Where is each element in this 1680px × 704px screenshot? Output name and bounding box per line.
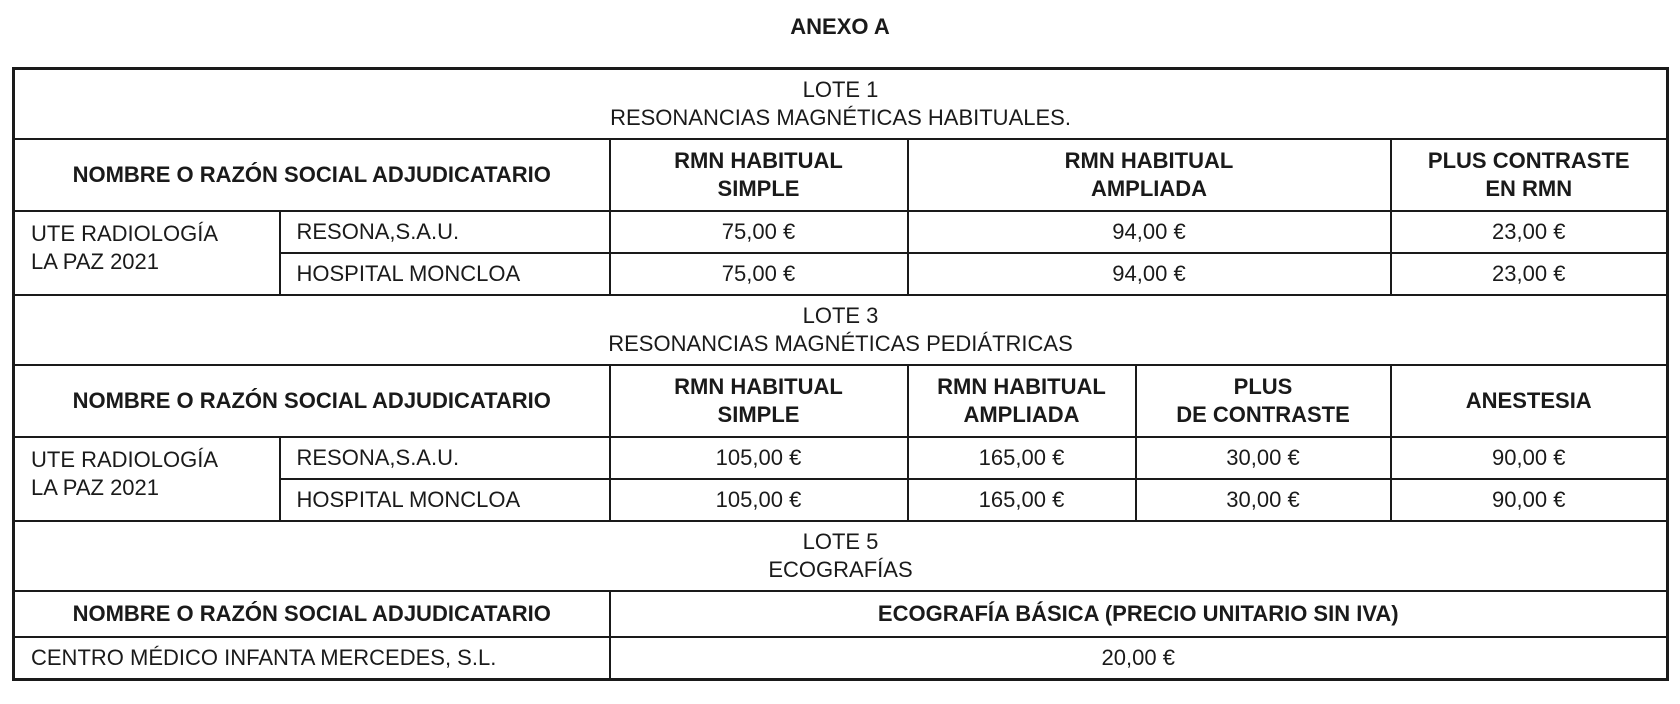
lot-3-adjudicatario [14,437,280,521]
price-cell: 90,00 € [1391,437,1668,479]
lot-5-title-cell [14,521,1668,591]
price-cell: 30,00 € [1136,479,1391,521]
lot-5-header-ecografia: ECOGRAFÍA BÁSICA (PRECIO UNITARIO SIN IVA) [610,591,1668,637]
lot-3-header-plus-contraste [1136,365,1391,437]
price-cell: 105,00 € [610,437,908,479]
lot-3-header-nombre: NOMBRE O RAZÓN SOCIAL ADJUDICATARIO [14,365,610,437]
header-line: AMPLIADA [963,402,1080,427]
annex-table [12,67,1669,681]
table-row [14,437,1668,479]
price-cell: 75,00 € [610,253,908,295]
lot-3-header-anestesia: ANESTESIA [1391,365,1668,437]
price-cell: 165,00 € [908,437,1136,479]
lot-1-description: RESONANCIAS MAGNÉTICAS HABITUALES. [610,105,1071,130]
lot-5-column-header-row [14,591,1668,637]
lot-3-title-cell [14,295,1668,365]
adjudicatario-line: UTE RADIOLOGÍA [31,447,219,472]
lot-3-description: RESONANCIAS MAGNÉTICAS PEDIÁTRICAS [608,331,1073,356]
price-cell: 23,00 € [1391,211,1668,253]
table-row [14,211,1668,253]
header-line: PLUS CONTRASTE [1427,148,1630,173]
company-name: RESONA,S.A.U. [280,437,610,479]
lot-3-number: LOTE 3 [802,303,879,328]
lot-1-header-nombre: NOMBRE O RAZÓN SOCIAL ADJUDICATARIO [14,139,610,211]
lot-1-adjudicatario [14,211,280,295]
lot-5-description: ECOGRAFÍAS [768,557,913,582]
price-cell: 30,00 € [1136,437,1391,479]
company-name: HOSPITAL MONCLOA [280,479,610,521]
header-line: RMN HABITUAL [674,148,843,173]
header-line: DE CONTRASTE [1176,402,1350,427]
lot-5-header-nombre: NOMBRE O RAZÓN SOCIAL ADJUDICATARIO [14,591,610,637]
price-cell: 75,00 € [610,211,908,253]
header-line: PLUS [1233,374,1293,399]
header-line: EN RMN [1485,176,1573,201]
adjudicatario-line: LA PAZ 2021 [31,249,160,274]
lot-1-column-header-row [14,139,1668,211]
price-cell: 94,00 € [908,253,1391,295]
table-row [14,637,1668,680]
lot-1-header-rmn-simple [610,139,908,211]
adjudicatario-line: UTE RADIOLOGÍA [31,221,219,246]
lot-1-title-cell [14,69,1668,140]
lot-3-header-rmn-simple [610,365,908,437]
lot-1-header-rmn-ampliada [908,139,1391,211]
lot-3-header-rmn-ampliada [908,365,1136,437]
lot-1-header-row [14,69,1668,140]
lot-1-number: LOTE 1 [802,77,879,102]
price-cell: 94,00 € [908,211,1391,253]
lot-3-column-header-row [14,365,1668,437]
lot-5-number: LOTE 5 [802,529,879,554]
header-line: RMN HABITUAL [1064,148,1234,173]
header-line: AMPLIADA [1090,176,1208,201]
lot-3-header-row [14,295,1668,365]
adjudicatario-line: LA PAZ 2021 [31,475,160,500]
price-cell: 20,00 € [610,637,1668,680]
header-line: RMN HABITUAL [937,374,1106,399]
company-name: RESONA,S.A.U. [280,211,610,253]
header-line: RMN HABITUAL [674,374,843,399]
price-cell: 90,00 € [1391,479,1668,521]
price-cell: 105,00 € [610,479,908,521]
company-name: HOSPITAL MONCLOA [280,253,610,295]
header-line: SIMPLE [717,176,800,201]
price-cell: 23,00 € [1391,253,1668,295]
lot-5-header-row [14,521,1668,591]
company-name: CENTRO MÉDICO INFANTA MERCEDES, S.L. [14,637,610,680]
document-title: ANEXO A [790,14,890,39]
price-cell: 165,00 € [908,479,1136,521]
header-line: SIMPLE [717,402,800,427]
lot-1-header-plus-contraste [1391,139,1668,211]
